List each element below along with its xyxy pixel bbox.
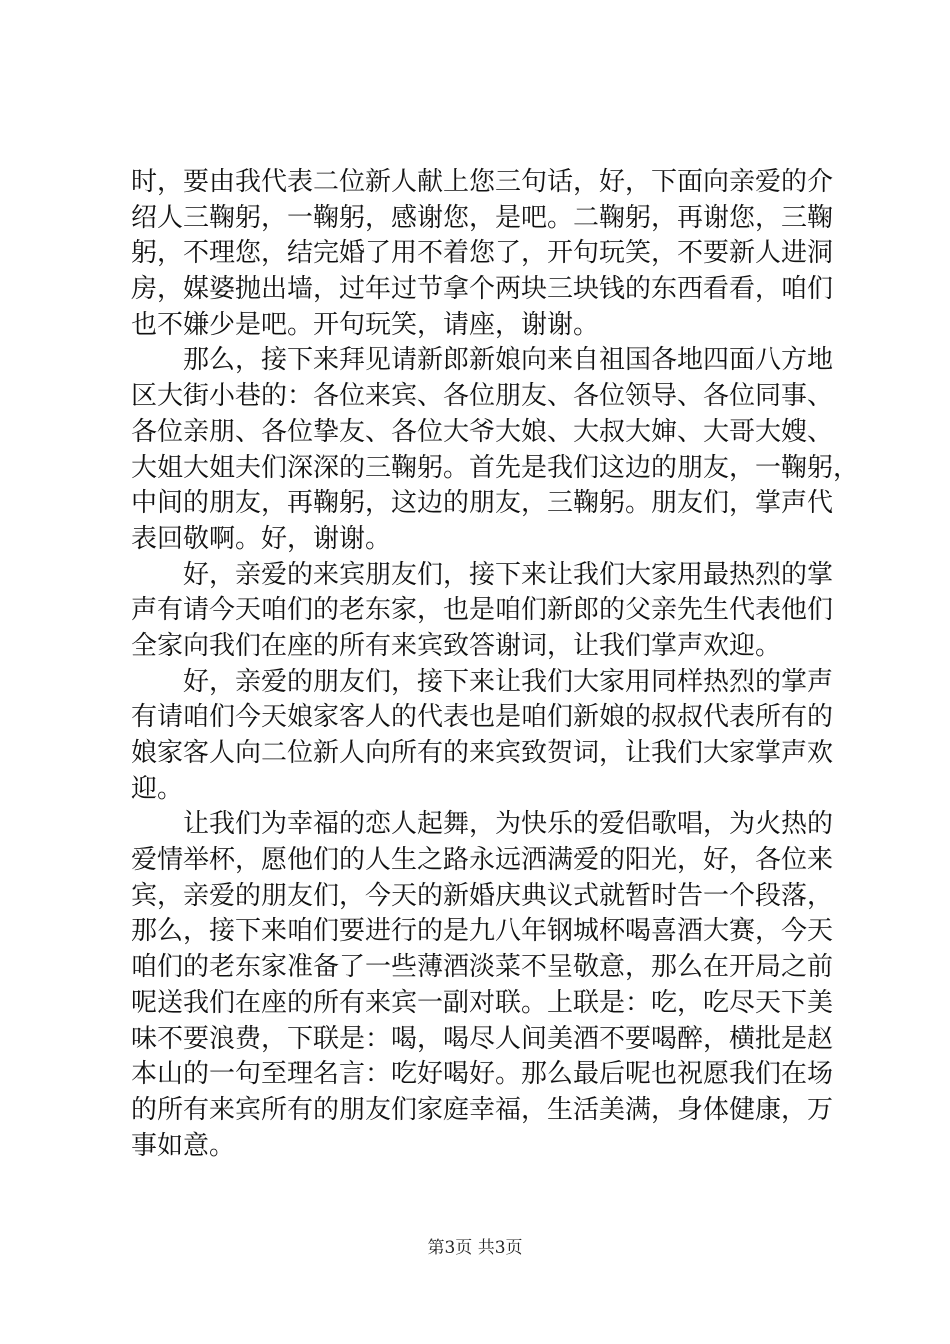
text-line: 各位亲朋、各位挚友、各位大爷大娘、大叔大婶、大哥大嫂、 [131, 416, 834, 447]
text-line: 时，要由我代表二位新人献上您三句话，好，下面向亲爱的介 [131, 167, 834, 197]
text-line: 迎。 [131, 773, 184, 804]
text-line: 的所有来宾所有的朋友们家庭幸福，生活美满，身体健康，万 [131, 1094, 834, 1125]
text-line: 那么，接下来拜见请新郎新娘向来自祖国各地四面八方地 [131, 345, 834, 376]
text-line: 那么，接下来咱们要进行的是九八年钢城杯喝喜酒大赛，今天 [131, 916, 834, 947]
text-line: 中间的朋友，再鞠躬，这边的朋友，三鞠躬。朋友们，掌声代 [131, 488, 834, 519]
text-line: 咱们的老东家准备了一些薄酒淡菜不呈敬意，那么在开局之前 [131, 952, 834, 983]
text-line: 好，亲爱的朋友们，接下来让我们大家用同样热烈的掌声 [131, 666, 834, 697]
text-line: 表回敬啊。好，谢谢。 [131, 523, 392, 554]
text-line: 房，媒婆抛出墙，过年过节拿个两块三块钱的东西看看，咱们 [131, 274, 834, 305]
text-line: 全家向我们在座的所有来宾致答谢词，让我们掌声欢迎。 [131, 630, 782, 661]
text-line: 好，亲爱的来宾朋友们，接下来让我们大家用最热烈的掌 [131, 559, 834, 590]
text-line: 大姐大姐夫们深深的三鞠躬。首先是我们这边的朋友，一鞠躬， [131, 452, 860, 483]
text-line: 娘家客人向二位新人向所有的来宾致贺词，让我们大家掌声欢 [131, 738, 834, 768]
text-line: 有请咱们今天娘家客人的代表也是咱们新娘的叔叔代表所有的 [131, 702, 834, 733]
page-footer: 第3页 共3页 [427, 1238, 523, 1258]
text-line: 呢送我们在座的所有来宾一副对联。上联是：吃，吃尽天下美 [131, 987, 834, 1018]
text-line: 味不要浪费，下联是：喝，喝尽人间美酒不要喝醉，横批是赵 [131, 1023, 834, 1054]
text-line: 让我们为幸福的恋人起舞，为快乐的爱侣歌唱，为火热的 [131, 809, 834, 840]
text-line: 也不嫌少是吧。开句玩笑，请座，谢谢。 [131, 309, 600, 340]
text-line: 宾，亲爱的朋友们，今天的新婚庆典议式就暂时告一个段落， [131, 880, 834, 911]
document-body [131, 165, 860, 1164]
text-line: 绍人三鞠躬，一鞠躬，感谢您，是吧。二鞠躬，再谢您，三鞠 [131, 202, 834, 233]
text-line: 事如意。 [131, 1130, 236, 1161]
text-line: 区大街小巷的：各位来宾、各位朋友、各位领导、各位同事、 [131, 381, 834, 412]
text-line: 声有请今天咱们的老东家，也是咱们新郎的父亲先生代表他们 [131, 595, 834, 626]
text-line: 本山的一句至理名言：吃好喝好。那么最后呢也祝愿我们在场 [131, 1059, 834, 1090]
text-line: 爱情举杯，愿他们的人生之路永远洒满爱的阳光，好，各位来 [131, 845, 834, 876]
text-line: 躬，不理您，结完婚了用不着您了，开句玩笑，不要新人进洞 [131, 238, 834, 269]
